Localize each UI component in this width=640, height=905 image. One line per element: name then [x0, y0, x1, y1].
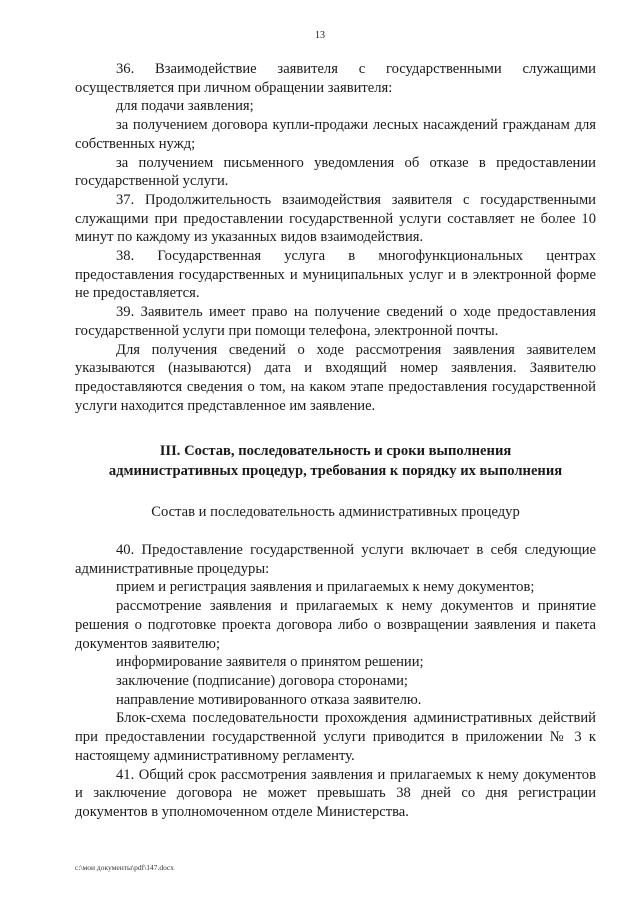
paragraph-block-scheme: Блок-схема последовательности прохождения административных действий при предоставлении государственной услуги приводится в приложении № 3 к настоящему административному регламенту.	[75, 710, 596, 764]
section-title-line1: III. Состав, последовательность и сроки выполнения	[159, 443, 512, 460]
list-item: заключение (подписание) договора сторонами;	[116, 672, 408, 689]
list-item: информирование заявителя о принятом решении;	[116, 654, 424, 671]
paragraph-38: 38. Государственная услуга в многофункциональных центрах предоставления государственных и муниципальных услуг и в электронной форме не предоставляется.	[75, 248, 596, 302]
paragraph-41: 41. Общий срок рассмотрения заявления и прилагаемых к нему документов и заключение договора не может превышать 38 дней со дня регистрации документов в уполномоченном отделе Министерства.	[75, 766, 596, 820]
list-item: прием и регистрация заявления и прилагаемых к нему документов;	[116, 579, 535, 596]
paragraph-37: 37. Продолжительность взаимодействия заявителя с государственными служащими при предоставлении государственной услуги составляет не более 10 минут по каждому из указанных видов взаимодействия.	[75, 191, 596, 246]
document-body	[75, 60, 596, 822]
list-item: направление мотивированного отказа заявителю.	[116, 691, 422, 708]
paragraph-36: 36. Взаимодействие заявителя с государственными служащими осуществляется при личном обращении заявителя:	[75, 61, 596, 96]
section-title	[75, 442, 596, 481]
list-item: за получением договора купли-продажи лесных насаждений гражданам для собственных нужд;	[75, 117, 596, 152]
paragraph-39: 39. Заявитель имеет право на получение сведений о ходе предоставления государственной услуги при помощи телефона, электронной почты.	[75, 304, 596, 339]
paragraph-40: 40. Предоставление государственной услуги включает в себя следующие административные процедуры:	[75, 542, 596, 577]
list-item: для подачи заявления;	[116, 98, 254, 115]
paragraph-39-continued: Для получения сведений о ходе рассмотрения заявления заявителем указываются (называются) дата и входящий номер заявления. Заявителю предоставляются сведения о том, на каком этапе предоставления государственной услуги находится представленное им заявление.	[75, 341, 596, 414]
list-item: за получением письменного уведомления об отказе в предоставлении государственной услуги.	[75, 154, 596, 190]
page-number: 13	[315, 30, 325, 41]
footer-file-path: c:\мои документы\pdf\147.docx	[75, 863, 174, 872]
subsection-title: Состав и последовательность административных процедур	[151, 504, 520, 521]
list-item: рассмотрение заявления и прилагаемых к нему документов и принятие решения о подготовке проекта договора либо о возвращении заявления и пакета документов заявителю;	[75, 598, 596, 652]
section-title-line2: административных процедур, требования к порядку их выполнения	[108, 462, 563, 479]
